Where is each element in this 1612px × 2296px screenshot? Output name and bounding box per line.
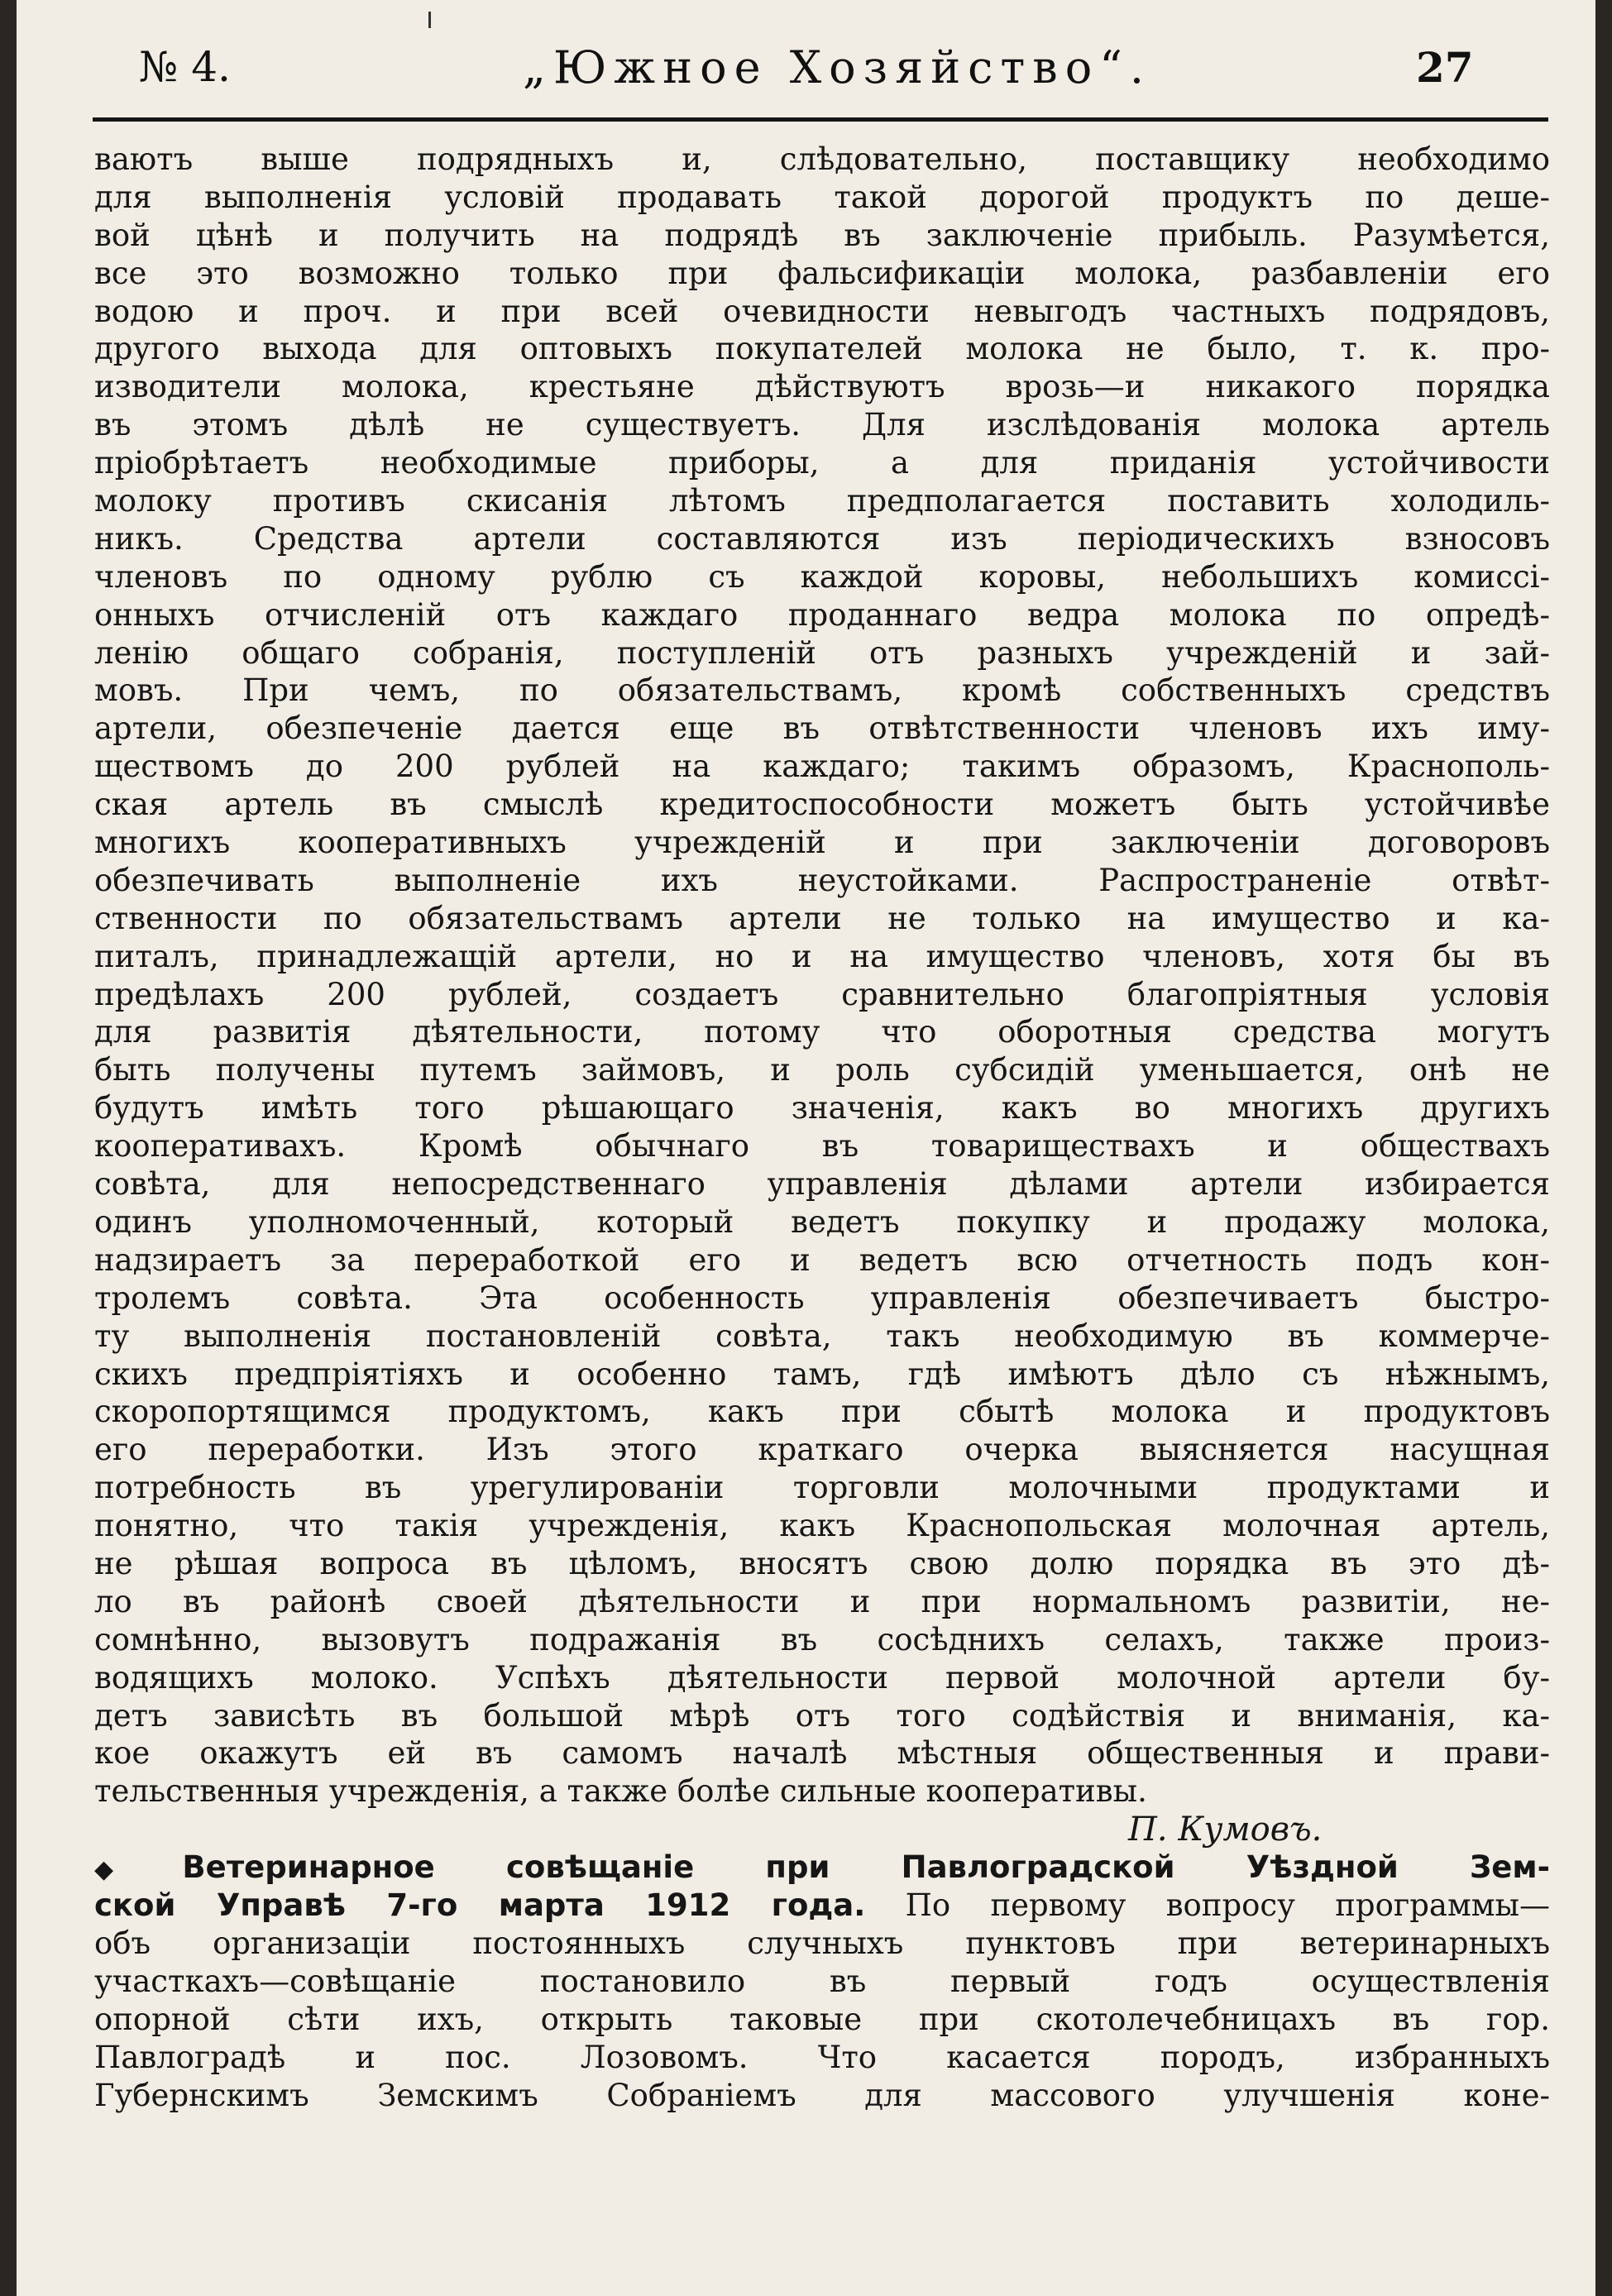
- text-line: Павлоградѣ и пос. Лозовомъ. Что касается породъ, избранныхъ: [94, 2039, 1550, 2075]
- text-line: будутъ имѣть того рѣшающаго значенія, какъ во многихъ другихъ: [94, 1090, 1550, 1126]
- text-line: скихъ предпріятіяхъ и особенно тамъ, гдѣ имѣютъ дѣло съ нѣжнымъ,: [94, 1356, 1550, 1392]
- text-line: понятно, что такія учрежденія, какъ Краснопольская молочная артель,: [94, 1508, 1550, 1544]
- text-line: детъ зависѣть въ большой мѣрѣ отъ того содѣйствія и вниманія, ка-: [94, 1697, 1550, 1734]
- text-line: ту выполненія постановленій совѣта, такъ необходимую въ коммерче-: [94, 1318, 1550, 1354]
- text-line: пріобрѣтаетъ необходимые приборы, а для приданія устойчивости: [94, 445, 1550, 481]
- section-heading-line: [94, 1849, 1550, 1887]
- text-line: другого выхода для оптовыхъ покупателей молока не было, т. к. про-: [94, 331, 1550, 367]
- text-line: ленію общаго собранія, поступленій отъ разныхъ учрежденій и зай-: [94, 634, 1550, 671]
- section-heading-continued: ской Управѣ 7-го марта 1912 года.: [94, 1887, 866, 1924]
- section-heading: Ветеринарное совѣщаніе при Павлоградской Уѣздной Зем-: [182, 1849, 1550, 1886]
- text-line: никъ. Средства артели составляются изъ періодическихъ взносовъ: [94, 520, 1550, 557]
- text-line: ществомъ до 200 рублей на каждаго; такимъ образомъ, Краснополь-: [94, 749, 1550, 785]
- text-line: тельственныя учрежденія, а также болѣе сильные кооперативы.: [94, 1773, 1147, 1810]
- text-line: не рѣшая вопроса въ цѣломъ, вносятъ свою долю порядка въ это дѣ-: [94, 1545, 1550, 1581]
- text-line: онныхъ отчисленій отъ каждаго проданнаго ведра молока по опредѣ-: [94, 596, 1550, 633]
- text-line: предѣлахъ 200 рублей, создаетъ сравнительно благопріятныя условія: [94, 976, 1550, 1012]
- text-line: кооперативахъ. Кромѣ обычнаго въ товариществахъ и обществахъ: [94, 1128, 1550, 1165]
- text-line: для выполненія условій продавать такой дорогой продуктъ по деше-: [94, 179, 1550, 215]
- text-line: быть получены путемъ займовъ, и роль субсидій уменьшается, онѣ не: [94, 1052, 1550, 1088]
- text-line: ская артель въ смыслѣ кредитоспособности можетъ быть устойчивѣе: [94, 787, 1550, 823]
- running-header: [17, 0, 1595, 131]
- text-line: потребность въ урегулированіи торговли молочными продуктами и: [94, 1470, 1550, 1506]
- text-line: изводители молока, крестьяне дѣйствуютъ врозь—и никакого порядка: [94, 369, 1550, 405]
- text-line: тролемъ совѣта. Эта особенность управленія обезпечиваетъ быстро-: [94, 1280, 1550, 1316]
- text-line: объ организаціи постоянныхъ случныхъ пунктовъ при ветеринарныхъ: [94, 1925, 1550, 1961]
- journal-title: „Южное Хозяйство“.: [523, 41, 1151, 93]
- text-line: мовъ. При чемъ, по обязательствамъ, кромѣ собственныхъ средствъ: [94, 672, 1550, 709]
- text-line: надзираетъ за переработкой его и ведетъ всю отчетность подъ кон-: [94, 1241, 1550, 1278]
- text-line: ло въ районѣ своей дѣятельности и при нормальномъ развитіи, не-: [94, 1583, 1550, 1619]
- header-rule: [93, 117, 1548, 122]
- text-line: скоропортящимся продуктомъ, какъ при сбытѣ молока и продуктовъ: [94, 1394, 1550, 1430]
- text-line: совѣта, для непосредственнаго управленія дѣлами артели избирается: [94, 1166, 1550, 1203]
- text-line: все это возможно только при фальсификаціи молока, разбавленіи его: [94, 255, 1550, 291]
- text-line: ваютъ выше подрядныхъ и, слѣдовательно, поставщику необходимо: [94, 141, 1550, 177]
- journal-page: [17, 0, 1595, 2296]
- text-line: питалъ, принадлежащій артели, но и на имущество членовъ, хотя бы въ: [94, 938, 1550, 974]
- text-line: ственности по обязательствамъ артели не только на имущество и ка-: [94, 900, 1550, 936]
- issue-number: № 4.: [139, 43, 231, 91]
- text-line: вой цѣнѣ и получить на подрядѣ въ заключеніе прибыль. Разумѣется,: [94, 217, 1550, 253]
- text-line: Губернскимъ Земскимъ Собраніемъ для массового улучшенія коне-: [94, 2077, 1550, 2113]
- section-heading-line: [94, 1887, 1550, 1925]
- text-line: для развитія дѣятельности, потому что оборотныя средства могутъ: [94, 1014, 1550, 1050]
- text-line: водящихъ молоко. Успѣхъ дѣятельности первой молочной артели бу-: [94, 1659, 1550, 1696]
- text-line: кое окажутъ ей въ самомъ началѣ мѣстныя общественныя и прави-: [94, 1735, 1550, 1772]
- text-line: молоку противъ скисанія лѣтомъ предполагается поставить холодиль-: [94, 483, 1550, 519]
- text-line: его переработки. Изъ этого краткаго очерка выясняется насущная: [94, 1432, 1550, 1468]
- text-line: опорной сѣти ихъ, открыть таковые при скотолечебницахъ въ гор.: [94, 2001, 1550, 2037]
- text-line: участкахъ—совѣщаніе постановило въ первый годъ осуществленія: [94, 1963, 1550, 1999]
- text-line: въ этомъ дѣлѣ не существуетъ. Для изслѣдованія молока артель: [94, 407, 1550, 443]
- text-line: многихъ кооперативныхъ учрежденій и при заключеніи договоровъ: [94, 825, 1550, 861]
- body-text: [94, 141, 1550, 2114]
- text-line: членовъ по одному рублю съ каждой коровы, небольшихъ комиссі-: [94, 558, 1550, 595]
- author-signature: П. Кумовъ.: [1128, 1810, 1323, 1849]
- text-line: водою и проч. и при всей очевидности невыгодъ частныхъ подрядовъ,: [94, 293, 1550, 329]
- section-text: По первому вопросу программы—: [865, 1887, 1550, 1924]
- text-line: сомнѣнно, вызовутъ подражанія въ сосѣднихъ селахъ, также произ-: [94, 1621, 1550, 1657]
- text-line: артели, обезпеченіе дается еще въ отвѣтственности членовъ ихъ иму-: [94, 710, 1550, 747]
- text-line: одинъ уполномоченный, который ведетъ покупку и продажу молока,: [94, 1203, 1550, 1240]
- diamond-bullet-icon: ◆: [94, 1855, 175, 1885]
- page-number: 27: [1416, 43, 1474, 92]
- text-line: обезпечивать выполненіе ихъ неустойками. Распространеніе отвѣт-: [94, 862, 1550, 898]
